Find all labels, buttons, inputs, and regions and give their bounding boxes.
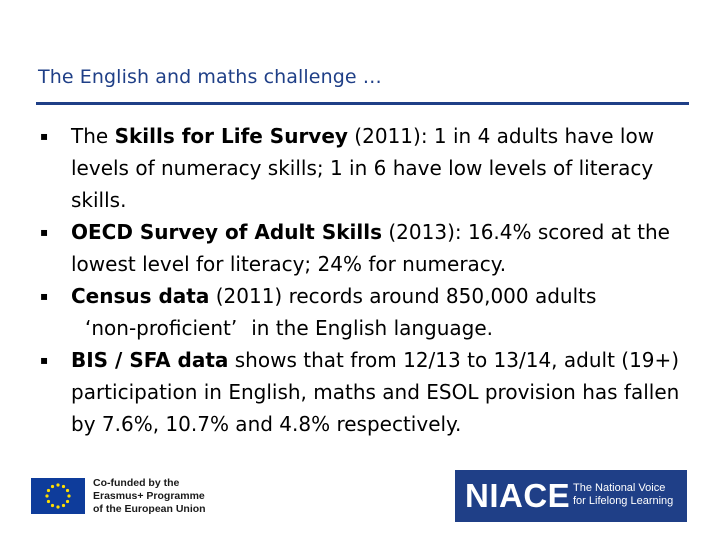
eu-star [51, 485, 54, 488]
niace-tagline-line: The National Voice [573, 482, 666, 494]
bullet-text-prefix: The [71, 124, 115, 148]
bullet-quote: ‘non-proficient’ [85, 316, 238, 340]
eu-star [51, 504, 54, 507]
eu-text-line: of the European Union [93, 503, 206, 515]
square-bullet-icon: ▪ [40, 129, 49, 143]
bullet-bold-term: Census data [71, 284, 210, 308]
bullet-text: (2011): 1 in 4 adults have low levels of numeracy skills; 1 in 6 have low levels of literacy skills. [71, 124, 655, 212]
bullet-item-census [40, 280, 690, 344]
bullet-item-oecd [40, 216, 690, 280]
footer-logos [0, 462, 720, 540]
eu-star [45, 494, 48, 497]
niace-logo-tagline [573, 482, 683, 508]
bullet-text-tail: in the English language. [251, 316, 494, 340]
niace-tagline-line: for Lifelong Learning [573, 495, 674, 507]
bullet-item-bis-sfa [40, 344, 690, 440]
square-bullet-icon: ▪ [40, 225, 49, 239]
slide-title: The English and maths challenge … [38, 66, 382, 88]
square-bullet-icon: ▪ [40, 353, 49, 367]
eu-star [66, 489, 69, 492]
eu-star [47, 489, 50, 492]
title-divider [36, 102, 689, 105]
bullet-text: (2011) records around 850,000 adults [209, 284, 597, 308]
bullet-bold-term: OECD Survey of Adult Skills [71, 220, 383, 244]
bullet-list [40, 120, 690, 440]
eu-cofunded-text [93, 477, 233, 516]
niace-logo-wordmark: NIACE [465, 477, 571, 514]
eu-text-line: Erasmus+ Programme [93, 490, 205, 502]
eu-star [56, 505, 59, 508]
niace-logo [455, 470, 687, 522]
eu-flag-icon [31, 478, 85, 514]
eu-star [62, 485, 65, 488]
bullet-bold-term: Skills for Life Survey [114, 124, 348, 148]
square-bullet-icon: ▪ [40, 289, 49, 303]
eu-text-line: Co-funded by the [93, 477, 180, 489]
bullet-text: shows that from 12/13 to 13/14, adult (19+) participation in English, maths and ESOL provision has fallen by 7.6%, 10.7% and 4.8% respectively. [71, 348, 680, 436]
eu-star [56, 483, 59, 486]
eu-star [67, 494, 70, 497]
eu-star [66, 500, 69, 503]
bullet-text: (2013): 16.4% scored at the lowest level for literacy; 24% for numeracy. [71, 220, 670, 276]
bullet-item-skills-for-life [40, 120, 690, 216]
eu-star [62, 504, 65, 507]
eu-star [47, 500, 50, 503]
bullet-bold-term: BIS / SFA data [71, 348, 229, 372]
